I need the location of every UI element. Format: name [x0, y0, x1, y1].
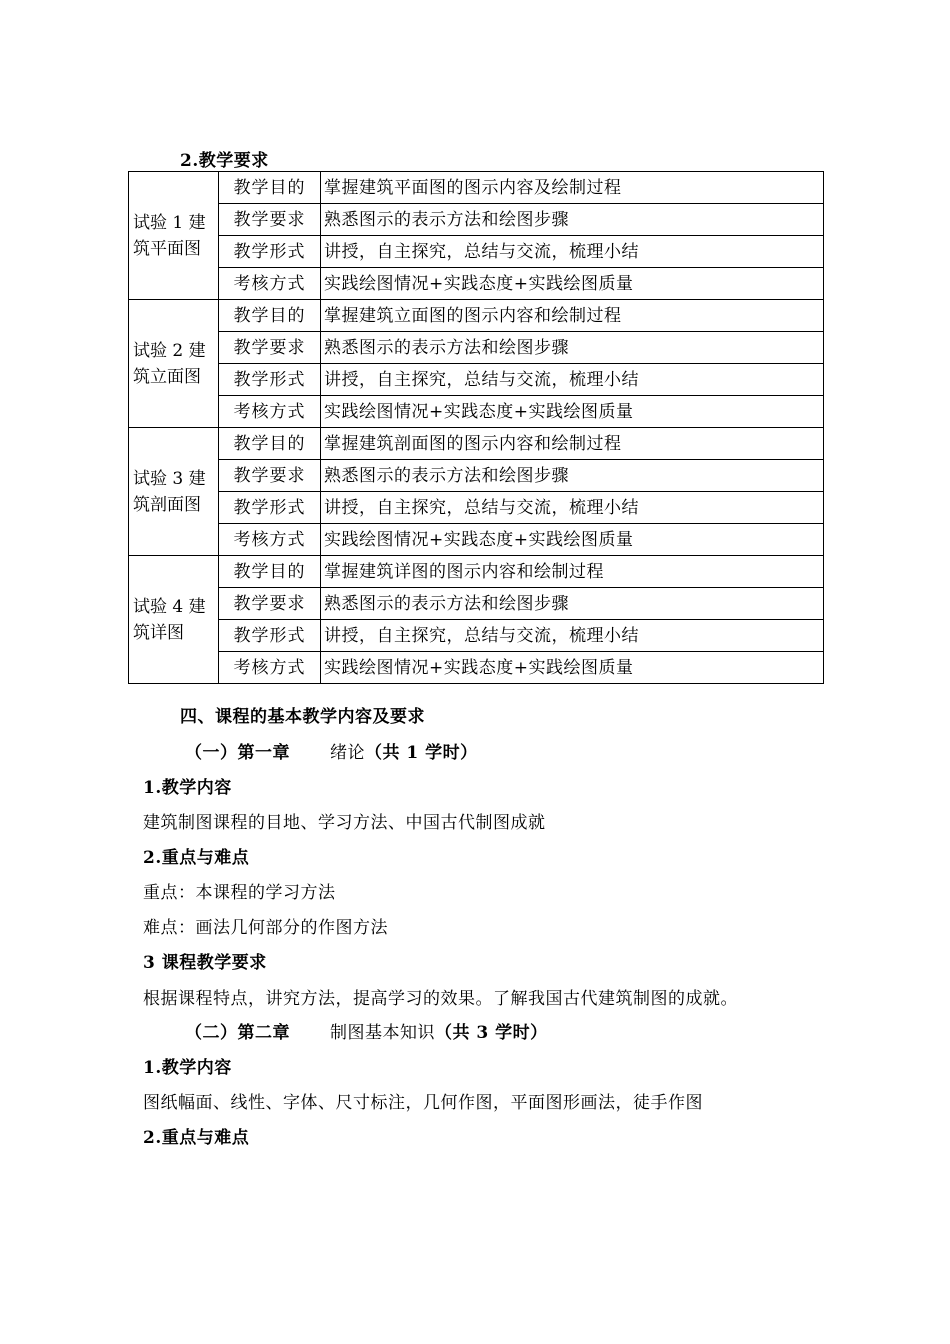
- chapter2-content-heading: 1.教学内容: [143, 1058, 232, 1078]
- requirement-value-cell: 讲授，自主探究，总结与交流，梳理小结: [321, 364, 824, 396]
- table-row: [129, 268, 824, 300]
- requirement-item-cell: 教学目的: [219, 428, 321, 460]
- table-row: [129, 236, 824, 268]
- section-title-teaching-requirements: 2.教学要求: [180, 151, 269, 171]
- requirement-item-cell: 教学形式: [219, 492, 321, 524]
- requirement-item-cell: 教学目的: [219, 556, 321, 588]
- experiment-name-line1: 试验 3 建: [133, 468, 206, 489]
- requirement-item-cell: 教学要求: [219, 588, 321, 620]
- table-row: [129, 300, 824, 332]
- experiment-name-cell: [129, 556, 219, 684]
- experiment-name-line2: 筑详图: [133, 622, 184, 643]
- requirement-value-cell: 实践绘图情况+实践态度+实践绘图质量: [321, 652, 824, 684]
- requirement-value-cell: 实践绘图情况+实践态度+实践绘图质量: [321, 396, 824, 428]
- experiment-name-line2: 筑立面图: [133, 366, 201, 387]
- experiment-name-cell: [129, 172, 219, 300]
- experiment-name-line1: 试验 2 建: [133, 340, 206, 361]
- requirement-value-cell: 实践绘图情况+实践态度+实践绘图质量: [321, 268, 824, 300]
- experiment-name-line1: 试验 1 建: [133, 212, 206, 233]
- requirement-item-cell: 考核方式: [219, 652, 321, 684]
- requirement-value-cell: 讲授，自主探究，总结与交流，梳理小结: [321, 492, 824, 524]
- requirement-value-cell: 熟悉图示的表示方法和绘图步骤: [321, 204, 824, 236]
- experiment-name-line2: 筑剖面图: [133, 494, 201, 515]
- table-row: [129, 652, 824, 684]
- requirement-value-cell: 熟悉图示的表示方法和绘图步骤: [321, 460, 824, 492]
- chapter2-hours: （共 3 学时）: [435, 1023, 548, 1043]
- table-row: [129, 332, 824, 364]
- table-row: [129, 172, 824, 204]
- requirement-value-cell: 掌握建筑平面图的图示内容及绘制过程: [321, 172, 824, 204]
- experiment-name-line1: 试验 4 建: [133, 596, 206, 617]
- requirement-item-cell: 教学形式: [219, 620, 321, 652]
- chapter2-label: （二）第二章: [185, 1023, 290, 1043]
- table-row: [129, 428, 824, 460]
- requirements-table: [128, 171, 824, 684]
- chapter2-name: 制图基本知识: [330, 1023, 435, 1043]
- requirement-value-cell: 掌握建筑详图的图示内容和绘制过程: [321, 556, 824, 588]
- requirement-value-cell: 讲授，自主探究，总结与交流，梳理小结: [321, 236, 824, 268]
- table-row: [129, 364, 824, 396]
- requirement-value-cell: 掌握建筑剖面图的图示内容和绘制过程: [321, 428, 824, 460]
- experiment-name-cell: [129, 428, 219, 556]
- chapter1-label: （一）第一章: [185, 743, 290, 763]
- chapter1-name: 绪论: [330, 743, 365, 763]
- requirement-value-cell: 实践绘图情况+实践态度+实践绘图质量: [321, 524, 824, 556]
- requirement-item-cell: 考核方式: [219, 268, 321, 300]
- requirement-value-cell: 掌握建筑立面图的图示内容和绘制过程: [321, 300, 824, 332]
- experiment-name-line2: 筑平面图: [133, 238, 201, 259]
- table-row: [129, 556, 824, 588]
- chapter1-difficulty: 难点：画法几何部分的作图方法: [143, 918, 388, 938]
- chapter1-key-heading: 2.重点与难点: [143, 848, 250, 868]
- chapter2-content: 图纸幅面、线性、字体、尺寸标注，几何作图，平面图形画法，徒手作图: [143, 1093, 703, 1113]
- requirement-item-cell: 教学目的: [219, 172, 321, 204]
- experiment-name-cell: [129, 300, 219, 428]
- requirement-value-cell: 熟悉图示的表示方法和绘图步骤: [321, 332, 824, 364]
- table-row: [129, 396, 824, 428]
- table-row: [129, 204, 824, 236]
- table-row: [129, 492, 824, 524]
- chapter1-key-point: 重点：本课程的学习方法: [143, 883, 336, 903]
- table-row: [129, 460, 824, 492]
- chapter2-key-heading: 2.重点与难点: [143, 1128, 250, 1148]
- requirement-value-cell: 讲授，自主探究，总结与交流，梳理小结: [321, 620, 824, 652]
- chapter1-req: 根据课程特点，讲究方法，提高学习的效果。了解我国古代建筑制图的成就。: [143, 989, 738, 1009]
- chapter1-hours: （共 1 学时）: [365, 743, 478, 763]
- chapter1-req-heading: 3 课程教学要求: [143, 953, 267, 973]
- chapter1-content-heading: 1.教学内容: [143, 778, 232, 798]
- chapter1-content: 建筑制图课程的目地、学习方法、中国古代制图成就: [143, 813, 546, 833]
- part4-title: 四、课程的基本教学内容及要求: [180, 707, 425, 727]
- requirement-value-cell: 熟悉图示的表示方法和绘图步骤: [321, 588, 824, 620]
- chapter1-heading: [185, 738, 478, 763]
- requirement-item-cell: 教学要求: [219, 332, 321, 364]
- requirement-item-cell: 教学形式: [219, 236, 321, 268]
- requirement-item-cell: 考核方式: [219, 524, 321, 556]
- chapter2-heading: [185, 1018, 548, 1043]
- requirement-item-cell: 教学要求: [219, 204, 321, 236]
- requirement-item-cell: 考核方式: [219, 396, 321, 428]
- requirement-item-cell: 教学要求: [219, 460, 321, 492]
- table-row: [129, 588, 824, 620]
- table-row: [129, 524, 824, 556]
- requirement-item-cell: 教学形式: [219, 364, 321, 396]
- requirement-item-cell: 教学目的: [219, 300, 321, 332]
- table-row: [129, 620, 824, 652]
